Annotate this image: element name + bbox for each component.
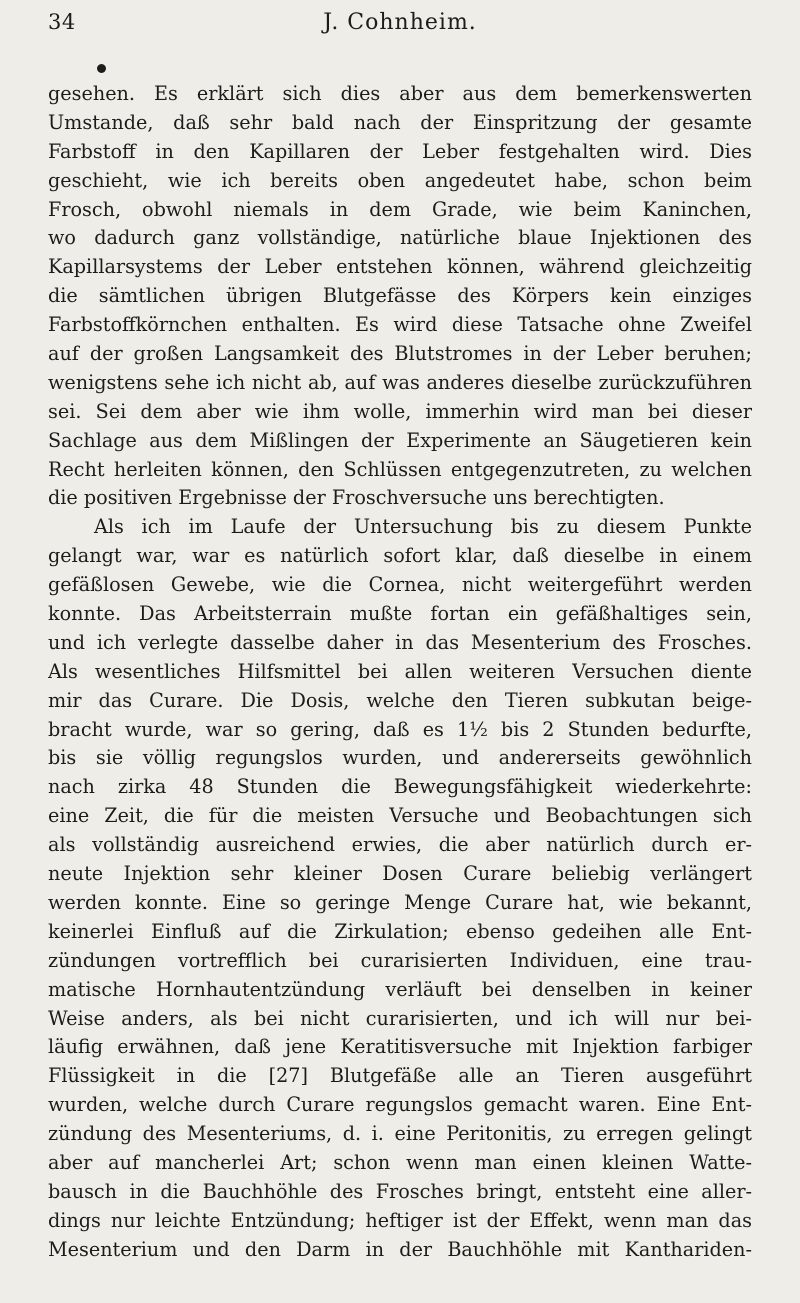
text-line: sei. Sei dem aber wie ihm wolle, immerhin wird man bei dieser <box>48 399 752 423</box>
text-line: Als ich im Laufe der Untersuchung bis zu diesem Punkte <box>94 515 752 539</box>
text-line: matische Hornhautentzündung verläuft bei denselben in keiner <box>48 977 752 1001</box>
text-line: keinerlei Einfluß auf die Zirkulation; ebenso gedeihen alle Ent- <box>48 919 752 943</box>
text-line: nach zirka 48 Stunden die Bewegungsfähigkeit wiederkehrte: <box>48 775 752 799</box>
text-line: wenigstens sehe ich nicht ab, auf was anderes dieselbe zurückzuführen <box>48 370 752 394</box>
running-title: J. Cohnheim. <box>323 10 477 35</box>
text-line: Recht herleiten können, den Schlüssen entgegenzutreten, zu welchen <box>48 457 752 481</box>
text-line: wurden, welche durch Curare regungslos gemacht waren. Eine Ent- <box>48 1093 752 1117</box>
text-line: mir das Curare. Die Dosis, welche den Tieren subkutan beige- <box>48 688 752 712</box>
page-number: 34 <box>48 10 76 34</box>
text-line: Sachlage aus dem Mißlingen der Experimente an Säugetieren kein <box>48 428 752 452</box>
text-line: konnte. Das Arbeitsterrain mußte fortan ein gefäßhaltiges sein, <box>48 602 752 626</box>
text-line: Flüssigkeit in die [27] Blutgefäße alle an Tieren ausgeführt <box>48 1064 752 1088</box>
text-line: Frosch, obwohl niemals in dem Grade, wie beim Kaninchen, <box>48 197 752 221</box>
text-line: Farbstoff in den Kapillaren der Leber festgehalten wird. Dies <box>48 139 752 163</box>
text-line: Farbstoffkörnchen enthalten. Es wird diese Tatsache ohne Zweifel <box>48 313 752 337</box>
text-line: wo dadurch ganz vollständige, natürliche blaue Injektionen des <box>48 226 752 250</box>
text-line: läufig erwähnen, daß jene Keratitisversuche mit Injektion farbiger <box>48 1035 752 1059</box>
page-header <box>48 8 752 48</box>
text-line: dings nur leichte Entzündung; heftiger ist der Effekt, wenn man das <box>48 1208 752 1232</box>
text-line: auf der großen Langsamkeit des Blutstromes in der Leber beruhen; <box>48 342 752 366</box>
text-line: gelangt war, war es natürlich sofort klar, daß dieselbe in einem <box>48 544 752 568</box>
text-line: die sämtlichen übrigen Blutgefässe des Körpers kein einziges <box>48 284 752 308</box>
text-line: Kapillarsystems der Leber entstehen können, während gleichzeitig <box>48 255 752 279</box>
text-line: Mesenterium und den Darm in der Bauchhöhle mit Kanthariden- <box>48 1237 752 1261</box>
body-text <box>48 80 752 1265</box>
text-line: Weise anders, als bei nicht curarisierten, und ich will nur bei- <box>48 1006 752 1030</box>
text-line: zündung des Mesenteriums, d. i. eine Peritonitis, zu erregen gelingt <box>48 1122 752 1146</box>
text-line: eine Zeit, die für die meisten Versuche und Beobachtungen sich <box>48 804 752 828</box>
text-line: und ich verlegte dasselbe daher in das Mesenterium des Frosches. <box>48 630 752 654</box>
text-line: werden konnte. Eine so geringe Menge Curare hat, wie bekannt, <box>48 890 752 914</box>
text-line: zündungen vortrefflich bei curarisierten Individuen, eine trau- <box>48 948 752 972</box>
text-line: gesehen. Es erklärt sich dies aber aus dem bemerkenswerten <box>48 82 752 105</box>
text-line: bis sie völlig regungslos wurden, und andererseits gewöhnlich <box>48 746 752 770</box>
text-line: Als wesentliches Hilfsmittel bei allen weiteren Versuchen diente <box>48 659 752 683</box>
text-line: die positiven Ergebnisse der Froschversuche uns berechtigten. <box>48 486 665 510</box>
print-speck <box>97 64 106 73</box>
text-line: als vollständig ausreichend erwies, die aber natürlich durch er- <box>48 833 752 857</box>
text-line: neute Injektion sehr kleiner Dosen Curare beliebig verlängert <box>48 862 752 886</box>
text-line: bracht wurde, war so gering, daß es 1½ bis 2 Stunden bedurfte, <box>48 717 752 741</box>
text-line: bausch in die Bauchhöhle des Frosches bringt, entsteht eine aller- <box>48 1179 752 1203</box>
text-line: Umstande, daß sehr bald nach der Einspritzung der gesamte <box>48 110 752 134</box>
text-line: gefäßlosen Gewebe, wie die Cornea, nicht weitergeführt werden <box>48 573 752 597</box>
text-line: aber auf mancherlei Art; schon wenn man einen kleinen Watte- <box>48 1150 752 1174</box>
text-line: geschieht, wie ich bereits oben angedeutet habe, schon beim <box>48 168 752 192</box>
